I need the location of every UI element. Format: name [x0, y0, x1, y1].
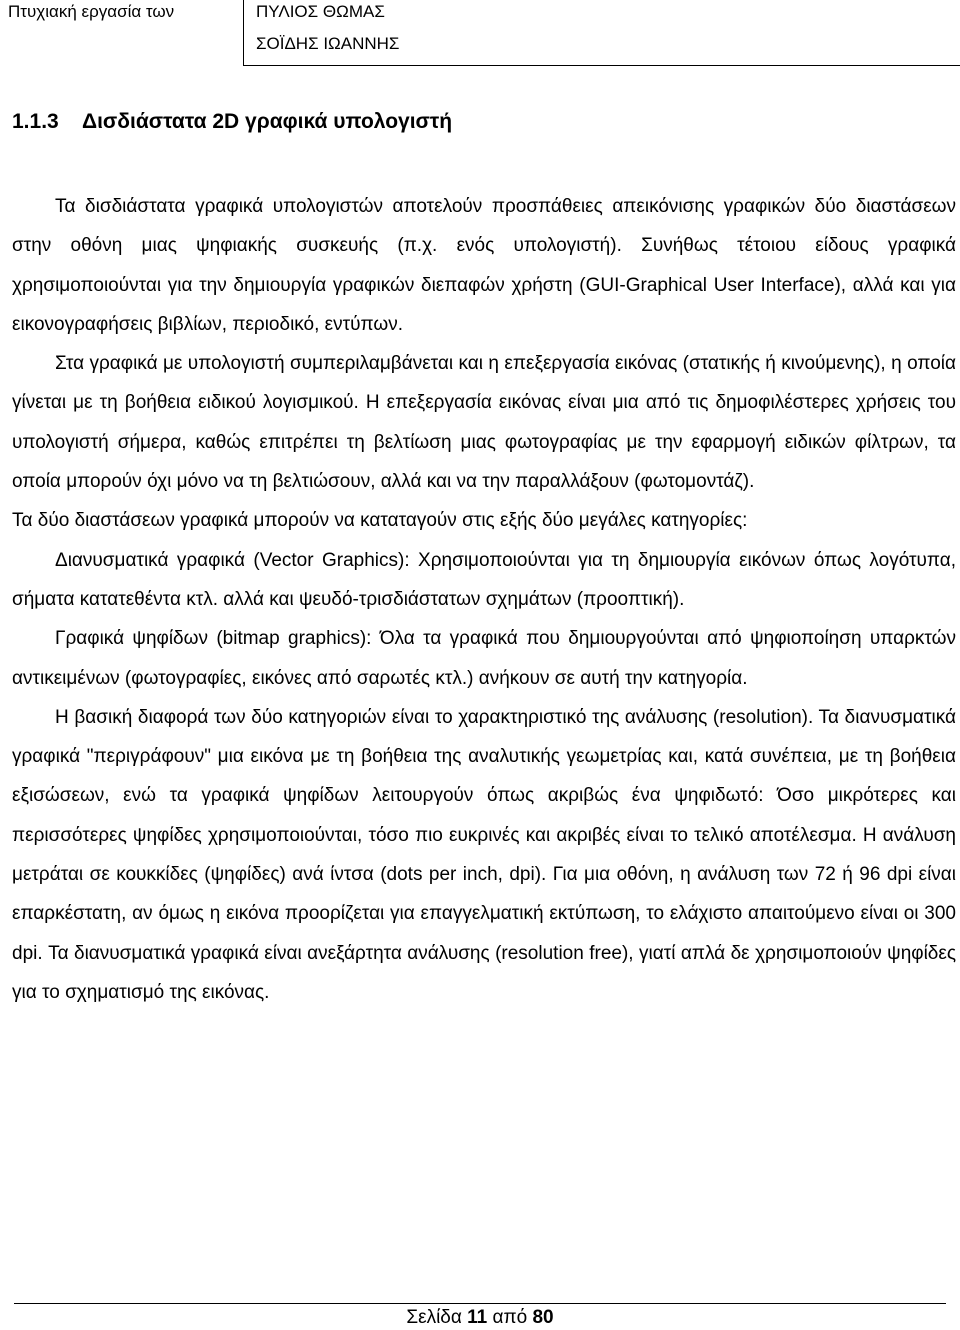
- section-title: Δισδιάστατα 2D γραφικά υπολογιστή: [82, 110, 453, 133]
- footer-total-pages: 80: [532, 1307, 554, 1328]
- section-number: 1.1.3: [12, 110, 59, 133]
- paragraph-resolution: Η βασική διαφορά των δύο κατηγοριών είναι το χαρακτηριστικό της ανάλυσης (resolution). Τα διανυσματικά γραφικά "περιγράφουν" μια εικόνα με τη βοήθεια της αναλυτικής γεωμετρίας και, κατά συνέπεια, με τη βοήθεια εξισώσεων, ενώ τα γραφικά ψηφίδων λειτουργούν όπως ακριβώς ένα ψηφιδωτό: Όσο μικρότερες και περισσότερες ψηφίδες χρησιμοποιούνται, τόσο πιο ευκρινές και ακριβές είναι το τελικό αποτέλεσμα. Η ανάλυση μετράται σε κουκκίδες (ψηφίδες) ανά ίντσα (dots per inch, dpi). Για μια οθόνη, η ανάλυση των 72 ή 96 dpi είναι επαρκέστατη, αν όμως η εικόνα προορίζεται για επαγγελματική εκτύπωση, το ελάχιστο απαιτούμενο είναι οι 300 dpi. Τα διανυσματικά γραφικά είναι ανεξάρτητα ανάλυσης (resolution free), γιατί απλά δε χρησιμοποιούν ψηφίδες για το σχηματισμό της εικόνας.: [12, 706, 956, 1003]
- body-text: [12, 187, 956, 1012]
- header-author-1: ΠΥΛΙΟΣ ΘΩΜΑΣ: [256, 2, 385, 21]
- header-author-2: ΣΟΪΔΗΣ ΙΩΑΝΝΗΣ: [256, 34, 400, 53]
- paragraph-vector-graphics: Διανυσματικά γραφικά (Vector Graphics): Χρησιμοποιούνται για τη δημιουργία εικόνων όπως λογότυπα, σήματα κατατεθέντα κτλ. αλλά και ψευδό-τρισδιάστατων σχημάτων (προοπτική).: [12, 549, 956, 610]
- footer-page-prefix: Σελίδα: [406, 1307, 462, 1328]
- paragraph-image-processing: Στα γραφικά με υπολογιστή συμπεριλαμβάνεται και η επεξεργασία εικόνας (στατικής ή κινούμενης), η οποία γίνεται με τη βοήθεια ειδικού λογισμικού. Η επεξεργασία εικόνας είναι μια από τις δημοφιλέστερες χρήσεις του υπολογιστή σήμερα, καθώς επιτρέπει τη βελτίωση μιας φωτογραφίας με την εφαρμογή ειδικών φίλτρων, τα οποία μπορούν όχι μόνο να τη βελτιώσουν, αλλά και να την παραλλάξουν (φωτομοντάζ).: [12, 353, 956, 493]
- paragraph-bitmap-graphics: Γραφικά ψηφίδων (bitmap graphics): Όλα τα γραφικά που δημιουργούνται από ψηφιοποίηση υπαρκτών αντικειμένων (φωτογραφίες, εικόνες από σαρωτές κτλ.) ανήκουν σε αυτή την κατηγορία.: [12, 628, 956, 689]
- footer-divider: [14, 1303, 946, 1304]
- footer-current-page: 11: [467, 1307, 488, 1328]
- paragraph-intro: Τα δισδιάστατα γραφικά υπολογιστών αποτελούν προσπάθειες απεικόνισης γραφικών δύο διαστάσεων στην οθόνη μιας ψηφιακής συσκευής (π.χ. ενός υπολογιστή). Συνήθως τέτοιου είδους γραφικά χρησιμοποιούνται για την δημιουργία γραφικών διεπαφών χρήστη (GUI-Graphical User Interface), αλλά και για εικονογραφήσεις βιβλίων, περιοδικό, εντύπων.: [12, 196, 956, 335]
- section-heading: [12, 108, 452, 136]
- page-header: [0, 0, 960, 66]
- paragraph-categories: Τα δύο διαστάσεων γραφικά μπορούν να καταταγούν στις εξής δύο μεγάλες κατηγορίες:: [12, 510, 748, 532]
- footer-page-middle: από: [492, 1307, 528, 1328]
- page-number: [0, 1307, 960, 1329]
- header-authors: [243, 0, 960, 66]
- header-thesis-label: Πτυχιακή εργασία των: [8, 2, 175, 21]
- page-footer: [0, 1303, 960, 1330]
